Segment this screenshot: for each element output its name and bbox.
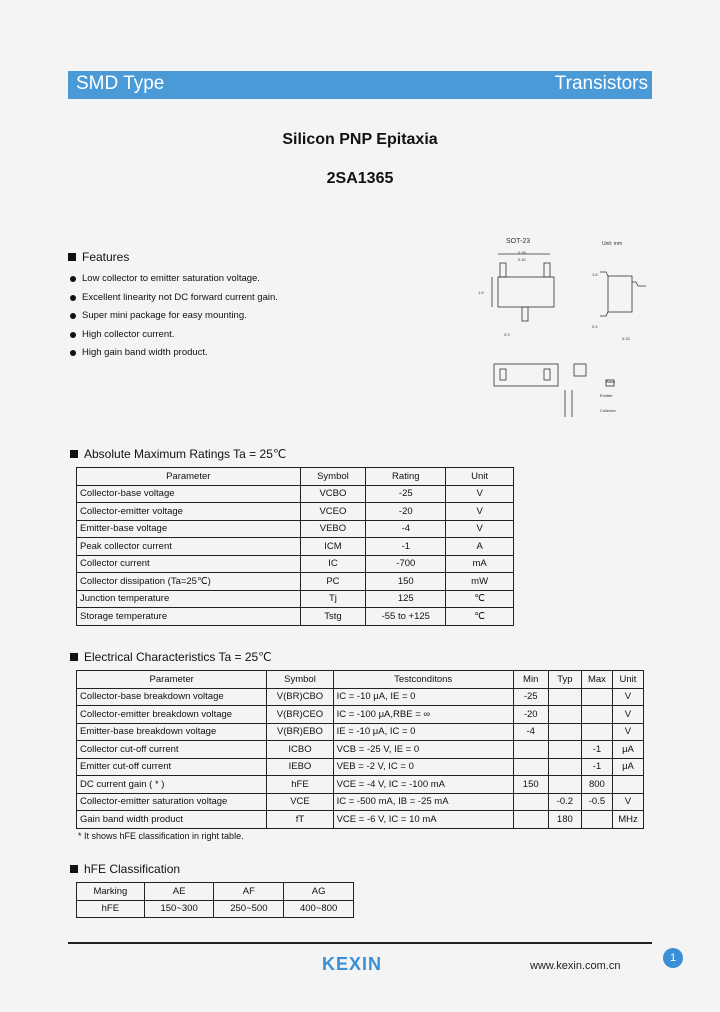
table-cell: IC = -500 mA, IB = -25 mA [333, 793, 513, 811]
table-cell: 800 [581, 776, 612, 794]
table-header-row [77, 671, 644, 689]
table-cell: -1 [581, 741, 612, 759]
table-cell: -4 [513, 723, 548, 741]
table-cell: 150 [513, 776, 548, 794]
svg-text:1.6: 1.6 [592, 272, 598, 277]
table-cell: μA [612, 758, 643, 776]
svg-text:1.9: 1.9 [478, 290, 484, 295]
list-item: High gain band width product. [70, 344, 278, 363]
package-label: SOT-23 [506, 238, 531, 245]
table-cell: Peak collector current [77, 538, 301, 556]
table-row [77, 811, 644, 829]
table-cell: ℃ [446, 608, 514, 626]
list-item: Low collector to emitter saturation voltage. [70, 270, 278, 289]
table-cell: fT [267, 811, 333, 829]
table-cell: IC = -10 μA, IE = 0 [333, 688, 513, 706]
table-cell: Collector-emitter breakdown voltage [77, 706, 267, 724]
table-cell: Collector-base breakdown voltage [77, 688, 267, 706]
table-row [77, 688, 644, 706]
svg-text:0.42: 0.42 [518, 257, 526, 262]
table-cell: VCB = -25 V, IE = 0 [333, 741, 513, 759]
svg-text:0.15: 0.15 [622, 336, 630, 341]
table-cell: Collector dissipation (Ta=25℃) [77, 573, 301, 591]
table-cell [581, 811, 612, 829]
hfe-note: * It shows hFE classification in right table. [78, 831, 244, 841]
company-logo: KEXIN [322, 954, 383, 974]
table-row [77, 706, 644, 724]
table-cell: Emitter cut-off current [77, 758, 267, 776]
table-cell: V [612, 723, 643, 741]
table-cell: VCE = -4 V, IC = -100 mA [333, 776, 513, 794]
table-cell [513, 741, 548, 759]
table-cell: -25 [366, 485, 446, 503]
table-row [77, 776, 644, 794]
column-header: Typ [548, 671, 581, 689]
table-cell: Emitter-base breakdown voltage [77, 723, 267, 741]
table-cell: V(BR)CEO [267, 706, 333, 724]
column-header: Max [581, 671, 612, 689]
column-header: Symbol [300, 468, 366, 486]
table-row [77, 793, 644, 811]
abs-max-table [76, 467, 514, 626]
table-cell: -0.2 [548, 793, 581, 811]
table-cell: 180 [548, 811, 581, 829]
table-cell: V [612, 706, 643, 724]
table-cell [548, 723, 581, 741]
unit-label: Unit: mm [602, 241, 622, 247]
table-cell: Storage temperature [77, 608, 301, 626]
table-cell: VEB = -2 V, IC = 0 [333, 758, 513, 776]
column-header: Parameter [77, 671, 267, 689]
table-cell: Gain band width product [77, 811, 267, 829]
table-cell: IC = -100 μA,RBE = ∞ [333, 706, 513, 724]
table-cell: -55 to +125 [366, 608, 446, 626]
table-row [77, 723, 644, 741]
table-cell: Tstg [300, 608, 366, 626]
list-item: Excellent linearity not DC forward current gain. [70, 289, 278, 308]
square-bullet-icon [70, 653, 78, 661]
table-cell: IE = -10 μA, IC = 0 [333, 723, 513, 741]
square-bullet-icon [70, 450, 78, 458]
table-cell: -0.5 [581, 793, 612, 811]
table-cell: AF [214, 883, 284, 901]
table-cell: Tj [300, 590, 366, 608]
table-cell: -20 [366, 503, 446, 521]
table-cell: ℃ [446, 590, 514, 608]
table-cell: -700 [366, 555, 446, 573]
table-cell: Collector-emitter saturation voltage [77, 793, 267, 811]
table-row [77, 758, 644, 776]
bullet-icon [70, 350, 76, 356]
table-cell: 150~300 [144, 900, 214, 918]
square-bullet-icon [68, 253, 76, 261]
website-url[interactable]: www.kexin.com.cn [530, 960, 621, 972]
table-cell [548, 776, 581, 794]
svg-text:0.95: 0.95 [518, 250, 526, 255]
table-cell: Collector-base voltage [77, 485, 301, 503]
table-row [77, 573, 514, 591]
column-header: Min [513, 671, 548, 689]
header-right: Transistors [554, 73, 648, 94]
list-item: High collector current. [70, 326, 278, 345]
table-cell: -25 [513, 688, 548, 706]
table-cell: A [446, 538, 514, 556]
table-cell: hFE [267, 776, 333, 794]
column-header: Unit [446, 468, 514, 486]
pin-emitter-label: Emitter [600, 393, 613, 398]
table-cell [581, 723, 612, 741]
table-cell: Emitter-base voltage [77, 520, 301, 538]
svg-text:0.4: 0.4 [592, 324, 598, 329]
column-header: Unit [612, 671, 643, 689]
table-cell [513, 758, 548, 776]
table-cell [548, 688, 581, 706]
table-row [77, 590, 514, 608]
table-cell: mA [446, 555, 514, 573]
table-row [77, 538, 514, 556]
table-cell: hFE [77, 900, 145, 918]
table-cell: VCE = -6 V, IC = 10 mA [333, 811, 513, 829]
table-cell [581, 688, 612, 706]
table-cell: AE [144, 883, 214, 901]
features-heading: Features [68, 250, 129, 264]
table-cell [548, 706, 581, 724]
bullet-icon [70, 276, 76, 282]
table-cell: -20 [513, 706, 548, 724]
table-cell: V [446, 503, 514, 521]
header-left: SMD Type [76, 73, 165, 94]
pin-collector-label: Collector [600, 408, 616, 413]
table-cell: Marking [77, 883, 145, 901]
bullet-icon [70, 295, 76, 301]
abs-max-heading: Absolute Maximum Ratings Ta = 25℃ [70, 447, 286, 461]
svg-text:2.9: 2.9 [504, 332, 510, 337]
table-cell: VEBO [300, 520, 366, 538]
page-number: 1 [663, 948, 683, 968]
table-cell: Junction temperature [77, 590, 301, 608]
table-cell: Collector current [77, 555, 301, 573]
list-item: Super mini package for easy mounting. [70, 307, 278, 326]
doc-title: Silicon PNP Epitaxia [282, 131, 438, 148]
table-row [77, 520, 514, 538]
table-cell: 125 [366, 590, 446, 608]
header-bar [68, 71, 652, 99]
table-cell: 400~800 [284, 900, 354, 918]
table-row [77, 503, 514, 521]
table-cell: 150 [366, 573, 446, 591]
table-cell: mW [446, 573, 514, 591]
table-cell: PC [300, 573, 366, 591]
table-cell [612, 776, 643, 794]
table-row [77, 555, 514, 573]
table-cell: 250~500 [214, 900, 284, 918]
table-cell: V(BR)EBO [267, 723, 333, 741]
table-cell: V(BR)CBO [267, 688, 333, 706]
table-cell: ICM [300, 538, 366, 556]
table-cell: IEBO [267, 758, 333, 776]
table-cell: VCBO [300, 485, 366, 503]
table-cell: V [446, 520, 514, 538]
table-cell [513, 811, 548, 829]
table-cell [581, 706, 612, 724]
features-list [70, 270, 278, 363]
bullet-icon [70, 332, 76, 338]
column-header: Symbol [267, 671, 333, 689]
table-cell: Collector cut-off current [77, 741, 267, 759]
table-cell [548, 758, 581, 776]
table-row [77, 485, 514, 503]
table-cell: DC current gain ( * ) [77, 776, 267, 794]
elec-heading: Electrical Characteristics Ta = 25℃ [70, 650, 272, 664]
column-header: Testconditons [333, 671, 513, 689]
elec-table [76, 670, 644, 829]
table-cell: ICBO [267, 741, 333, 759]
table-cell: μA [612, 741, 643, 759]
table-cell [513, 793, 548, 811]
hfe-heading: hFE Classification [70, 862, 180, 876]
hfe-table [76, 882, 354, 918]
table-cell: -1 [581, 758, 612, 776]
table-cell: V [612, 688, 643, 706]
table-cell: Collector-emitter voltage [77, 503, 301, 521]
table-row [77, 900, 354, 918]
table-header-row [77, 468, 514, 486]
package-diagram [470, 232, 660, 422]
table-header-row [77, 883, 354, 901]
footer-divider [68, 942, 652, 944]
table-cell: -1 [366, 538, 446, 556]
pin-base-label: Base [606, 379, 616, 384]
table-cell [548, 741, 581, 759]
table-cell: MHz [612, 811, 643, 829]
column-header: Parameter [77, 468, 301, 486]
table-cell: AG [284, 883, 354, 901]
table-row [77, 608, 514, 626]
table-row [77, 741, 644, 759]
table-cell: V [446, 485, 514, 503]
table-cell: VCE [267, 793, 333, 811]
part-number: 2SA1365 [326, 170, 394, 187]
bullet-icon [70, 313, 76, 319]
table-cell: VCEO [300, 503, 366, 521]
table-cell: -4 [366, 520, 446, 538]
table-cell: V [612, 793, 643, 811]
square-bullet-icon [70, 865, 78, 873]
table-cell: IC [300, 555, 366, 573]
column-header: Rating [366, 468, 446, 486]
